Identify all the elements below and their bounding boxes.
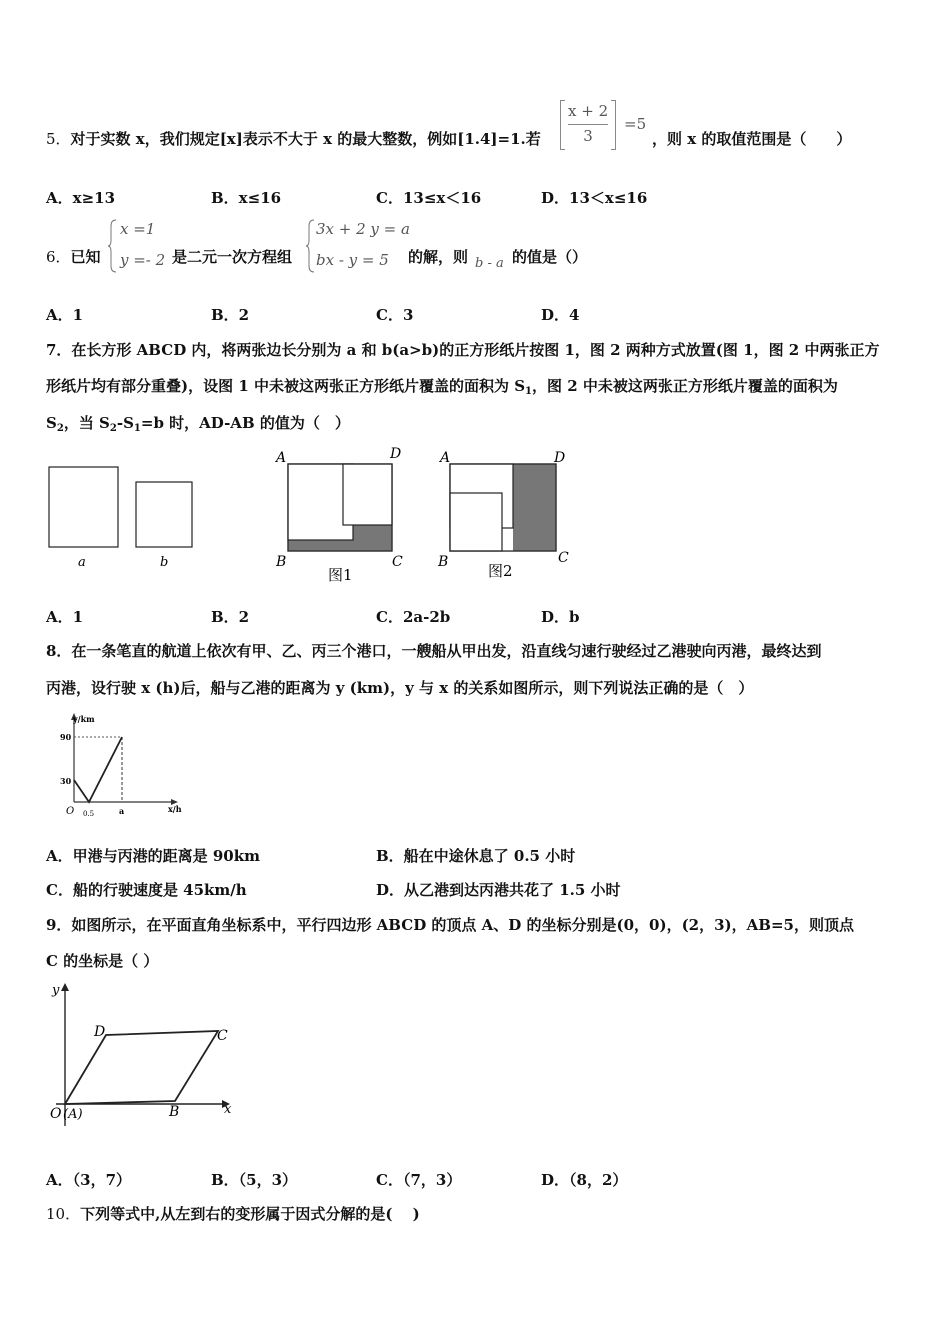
q7-line3-sub3: 2 <box>109 423 117 434</box>
q5-stem <box>46 128 541 149</box>
q9-option-d[interactable]: D．（8，2） <box>541 1171 628 1189</box>
q7-line3-d: =b 时，AD-AB 的值为（ ） <box>140 414 350 432</box>
q8-ylabel: y/km <box>73 714 95 724</box>
q7-option-a[interactable]: A．1 <box>46 608 84 626</box>
q7-line2-text-b: ，图 2 中未被这两张正方形纸片覆盖的面积为 <box>532 377 838 395</box>
q6-option-b[interactable]: B．2 <box>211 306 250 324</box>
q10-stem <box>46 1203 420 1224</box>
q7-line3-c: -S <box>116 414 134 432</box>
q7-fig1-A: A <box>276 450 287 466</box>
q7-figure2 <box>437 450 569 580</box>
q5-frac-den: 3 <box>583 127 593 145</box>
q7-line1: 7．在长方形 ABCD 内，将两张边长分别为 a 和 b(a>b)的正方形纸片按图 1，图 2 两种方式放置(图 1，图 2 中两张正方 <box>46 341 880 359</box>
q9-label-B: B <box>169 1104 180 1120</box>
q8-graph <box>52 710 184 822</box>
q7-line3-sub2: 2 <box>56 423 64 434</box>
q7-line3-sub4: 1 <box>133 423 141 434</box>
q6-system-solution <box>108 218 170 274</box>
q8-y90: 90 <box>60 732 72 742</box>
q9-ylabel: y <box>52 983 60 998</box>
q5-option-d[interactable]: D．13＜x≤16 <box>541 189 648 207</box>
q7-line3 <box>46 412 350 434</box>
q8-xa: a <box>119 806 125 816</box>
q7-fig1-B: B <box>276 554 287 570</box>
q6-text-d: 的值是（） <box>512 248 588 266</box>
q9-graph <box>44 980 244 1130</box>
q5-floor-fraction <box>560 100 616 150</box>
q7-option-d[interactable]: D．b <box>541 608 580 626</box>
q5-frac-num: x + 2 <box>568 102 609 120</box>
q7-label-b: b <box>160 555 169 570</box>
q7-line2-text: 形纸片均有部分重叠)，设图 1 中未被这两张正方形纸片覆盖的面积为 S <box>46 377 526 395</box>
q6-text-c: 的解，则 <box>408 248 469 266</box>
q5-option-a[interactable]: A．x≥13 <box>46 189 116 207</box>
q9-label-O: O <box>50 1106 62 1122</box>
q7-label-a: a <box>78 555 86 570</box>
q7-fig1-D: D <box>390 446 402 462</box>
q5-number: 5． <box>46 130 71 148</box>
q6-expr: b - a <box>475 256 504 271</box>
q6-sys2-line2: bx - y = 5 <box>316 251 389 269</box>
q6-brace1-icon <box>108 218 118 274</box>
q6-option-a[interactable]: A．1 <box>46 306 84 324</box>
q9-label-C: C <box>217 1028 228 1044</box>
q7-line2-sub: 1 <box>525 386 533 397</box>
q8-option-b[interactable]: B．船在中途休息了 0.5 小时 <box>376 847 576 865</box>
q6-sys2-line1: 3x + 2 y = a <box>316 220 410 238</box>
q9-line1: 9．如图所示，在平面直角坐标系中，平行四边形 ABCD 的顶点 A、D 的坐标分别是(0，0)，(2，3)，AB=5，则顶点 <box>46 916 854 934</box>
q7-figure1 <box>274 446 403 584</box>
q5-text-pre: 对于实数 x，我们规定[x]表示不大于 x 的最大整数，例如[1.4]=1.若 <box>70 130 541 148</box>
q7-fig2-A: A <box>440 450 451 466</box>
q7-fig1-caption: 图1 <box>328 566 353 584</box>
q8-origin: O <box>66 806 75 817</box>
q9-option-b[interactable]: B．（5，3） <box>211 1171 298 1189</box>
q8-xlabel: x/h <box>168 804 182 814</box>
q5-option-c[interactable]: C．13≤x＜16 <box>376 189 482 207</box>
q6-text-b: 是二元一次方程组 <box>172 248 293 266</box>
q9-option-c[interactable]: C．（7，3） <box>376 1171 462 1189</box>
q8-option-d[interactable]: D．从乙港到达丙港共花了 1.5 小时 <box>376 881 621 899</box>
q10-number: 10． <box>46 1205 81 1223</box>
q7-option-c[interactable]: C．2a-2b <box>376 608 451 626</box>
q5-eq: =5 <box>624 115 647 133</box>
q6-stem-a <box>46 246 101 267</box>
q8-line2: 丙港，设行驶 x (h)后，船与乙港的距离为 y (km)，y 与 x 的关系如图所示，则下列说法正确的是（ ） <box>46 679 754 697</box>
q8-line1: 8．在一条笔直的航道上依次有甲、乙、丙三个港口，一艘船从甲出发，沿直线匀速行驶经过乙港驶向丙港，最终达到 <box>46 642 822 660</box>
q7-square-a <box>49 467 118 547</box>
q6-option-d[interactable]: D．4 <box>541 306 580 324</box>
q8-x05: 0.5 <box>83 810 95 818</box>
q6-brace2-icon <box>306 218 316 274</box>
q5-text-post: ，则 x 的取值范围是（ ） <box>652 130 852 148</box>
q6-number: 6． <box>46 248 71 266</box>
q7-line3-b: ，当 S <box>63 414 110 432</box>
q6-text-a: 已知 <box>70 248 101 266</box>
q8-option-a[interactable]: A．甲港与丙港的距离是 90km <box>46 847 261 865</box>
q6-sys1-line2: y =- 2 <box>120 251 166 269</box>
q9-label-A: (A) <box>63 1107 83 1122</box>
q10-text: 下列等式中,从左到右的变形属于因式分解的是( ) <box>80 1205 420 1223</box>
q9-label-D: D <box>94 1024 106 1040</box>
q7-fig2-D: D <box>554 450 566 466</box>
q7-line3-a: S <box>46 414 57 432</box>
q9-line2: C 的坐标是（ ） <box>46 952 159 970</box>
q7-figure <box>40 440 600 590</box>
q7-fig2-C: C <box>558 550 569 566</box>
q9-xlabel: x <box>224 1102 232 1117</box>
q6-option-c[interactable]: C．3 <box>376 306 414 324</box>
q7-fig2-caption: 图2 <box>488 562 513 580</box>
q9-option-a[interactable]: A．（3，7） <box>46 1171 132 1189</box>
q8-option-c[interactable]: C．船的行驶速度是 45km/h <box>46 881 247 899</box>
q7-line2 <box>46 375 838 397</box>
q7-fig1-C: C <box>392 554 403 570</box>
q7-fig2-B: B <box>438 554 449 570</box>
q7-option-b[interactable]: B．2 <box>211 608 250 626</box>
q8-y30: 30 <box>60 776 72 786</box>
q6-sys1-line1: x =1 <box>120 220 156 238</box>
q5-option-b[interactable]: B．x≤16 <box>211 189 282 207</box>
q7-square-b <box>136 482 192 547</box>
q6-system-equations <box>306 218 410 274</box>
